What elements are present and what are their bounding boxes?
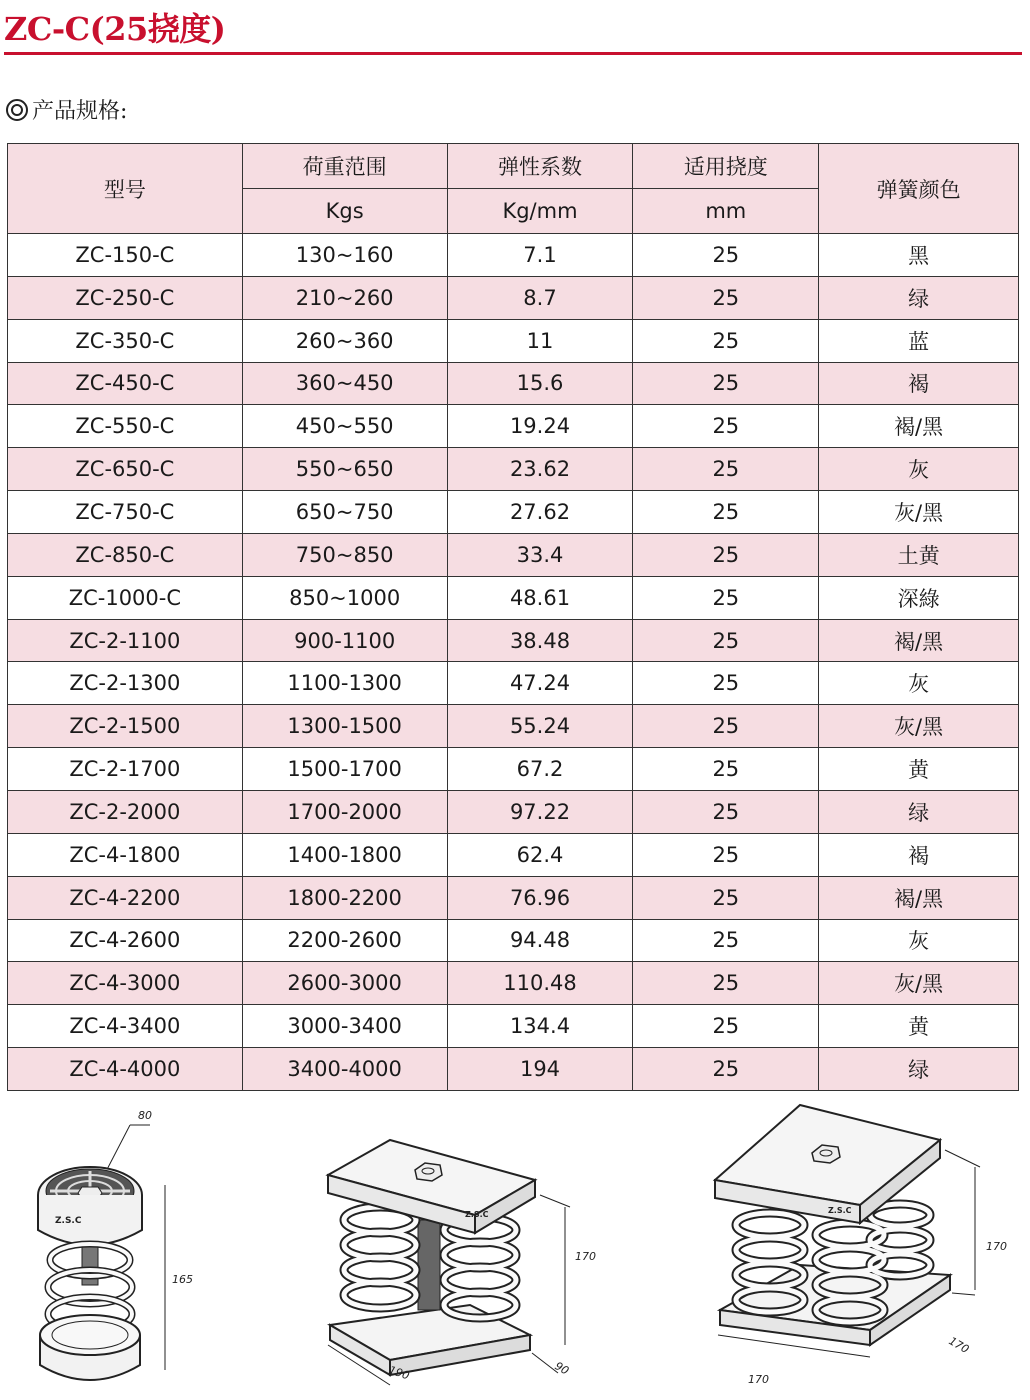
cell-deflection: 25 bbox=[633, 919, 819, 962]
cell-deflection: 25 bbox=[633, 833, 819, 876]
cell-deflection: 25 bbox=[633, 1005, 819, 1048]
header-load-range: 荷重范围 bbox=[242, 144, 447, 189]
cell-spring-color: 褐 bbox=[819, 362, 1019, 405]
cell-spring-color: 褐/黑 bbox=[819, 876, 1019, 919]
cell-spring-color: 灰/黑 bbox=[819, 491, 1019, 534]
cell-deflection: 25 bbox=[633, 748, 819, 791]
cell-load-range: 1400-1800 bbox=[242, 833, 447, 876]
table-row bbox=[8, 276, 1019, 319]
cell-spring-color: 灰 bbox=[819, 662, 1019, 705]
cell-deflection: 25 bbox=[633, 705, 819, 748]
cell-stiffness: 62.4 bbox=[447, 833, 633, 876]
cell-model: ZC-2-1500 bbox=[8, 705, 243, 748]
cell-deflection: 25 bbox=[633, 533, 819, 576]
cell-deflection: 25 bbox=[633, 448, 819, 491]
table-row bbox=[8, 491, 1019, 534]
cell-model: ZC-4-3400 bbox=[8, 1005, 243, 1048]
cell-stiffness: 134.4 bbox=[447, 1005, 633, 1048]
cell-stiffness: 76.96 bbox=[447, 876, 633, 919]
logo-text-double: Z.S.C bbox=[465, 1210, 489, 1219]
table-row bbox=[8, 619, 1019, 662]
cell-load-range: 550~650 bbox=[242, 448, 447, 491]
table-row bbox=[8, 705, 1019, 748]
product-figures bbox=[0, 1095, 1030, 1400]
cell-spring-color: 绿 bbox=[819, 1048, 1019, 1091]
cell-model: ZC-150-C bbox=[8, 234, 243, 277]
cell-model: ZC-2-1100 bbox=[8, 619, 243, 662]
cell-model: ZC-850-C bbox=[8, 533, 243, 576]
single-spring-mount-figure bbox=[0, 1095, 260, 1400]
dim-height-double: 170 bbox=[575, 1250, 596, 1263]
header-stiffness-unit: Kg/mm bbox=[447, 189, 633, 234]
cell-load-range: 260~360 bbox=[242, 319, 447, 362]
cell-stiffness: 7.1 bbox=[447, 234, 633, 277]
cell-deflection: 25 bbox=[633, 362, 819, 405]
cell-deflection: 25 bbox=[633, 234, 819, 277]
cell-deflection: 25 bbox=[633, 405, 819, 448]
cell-load-range: 850~1000 bbox=[242, 576, 447, 619]
cell-load-range: 750~850 bbox=[242, 533, 447, 576]
spec-table bbox=[7, 143, 1019, 1091]
dim-length-double: 190 bbox=[387, 1363, 412, 1383]
header-stiffness: 弹性系数 bbox=[447, 144, 633, 189]
cell-spring-color: 深綠 bbox=[819, 576, 1019, 619]
cell-model: ZC-4-1800 bbox=[8, 833, 243, 876]
cell-stiffness: 8.7 bbox=[447, 276, 633, 319]
cell-stiffness: 11 bbox=[447, 319, 633, 362]
table-row bbox=[8, 405, 1019, 448]
header-deflection: 适用挠度 bbox=[633, 144, 819, 189]
cell-model: ZC-750-C bbox=[8, 491, 243, 534]
cell-spring-color: 褐 bbox=[819, 833, 1019, 876]
cell-spring-color: 土黄 bbox=[819, 533, 1019, 576]
cell-spring-color: 灰 bbox=[819, 448, 1019, 491]
cell-spring-color: 褐/黑 bbox=[819, 619, 1019, 662]
dim-top: 80 bbox=[138, 1109, 152, 1122]
cell-spring-color: 灰 bbox=[819, 919, 1019, 962]
cell-load-range: 1800-2200 bbox=[242, 876, 447, 919]
cell-model: ZC-550-C bbox=[8, 405, 243, 448]
cell-stiffness: 110.48 bbox=[447, 962, 633, 1005]
table-row bbox=[8, 748, 1019, 791]
cell-model: ZC-2-2000 bbox=[8, 790, 243, 833]
header-model: 型号 bbox=[8, 144, 243, 234]
cell-load-range: 2600-3000 bbox=[242, 962, 447, 1005]
cell-stiffness: 33.4 bbox=[447, 533, 633, 576]
table-row bbox=[8, 919, 1019, 962]
header-load-unit: Kgs bbox=[242, 189, 447, 234]
table-row bbox=[8, 448, 1019, 491]
page-title: ZC-C(25挠度) bbox=[4, 10, 226, 48]
dim-width-quad: 170 bbox=[748, 1373, 769, 1386]
table-row bbox=[8, 234, 1019, 277]
cell-spring-color: 绿 bbox=[819, 790, 1019, 833]
table-row bbox=[8, 1048, 1019, 1091]
table-row bbox=[8, 833, 1019, 876]
cell-deflection: 25 bbox=[633, 619, 819, 662]
cell-deflection: 25 bbox=[633, 962, 819, 1005]
table-row bbox=[8, 576, 1019, 619]
cell-stiffness: 23.62 bbox=[447, 448, 633, 491]
header-spring-color: 弹簧颜色 bbox=[819, 144, 1019, 234]
cell-model: ZC-450-C bbox=[8, 362, 243, 405]
cell-load-range: 900-1100 bbox=[242, 619, 447, 662]
header-deflection-unit: mm bbox=[633, 189, 819, 234]
cell-load-range: 2200-2600 bbox=[242, 919, 447, 962]
cell-model: ZC-4-2200 bbox=[8, 876, 243, 919]
double-spring-mount-figure bbox=[300, 1095, 640, 1400]
cell-load-range: 450~550 bbox=[242, 405, 447, 448]
cell-deflection: 25 bbox=[633, 790, 819, 833]
cell-load-range: 1700-2000 bbox=[242, 790, 447, 833]
cell-stiffness: 48.61 bbox=[447, 576, 633, 619]
table-row bbox=[8, 662, 1019, 705]
quad-spring-mount-figure bbox=[690, 1095, 1020, 1400]
cell-deflection: 25 bbox=[633, 1048, 819, 1091]
cell-model: ZC-250-C bbox=[8, 276, 243, 319]
cell-deflection: 25 bbox=[633, 276, 819, 319]
cell-stiffness: 194 bbox=[447, 1048, 633, 1091]
logo-text-quad: Z.S.C bbox=[828, 1206, 852, 1215]
cell-model: ZC-4-4000 bbox=[8, 1048, 243, 1091]
cell-deflection: 25 bbox=[633, 662, 819, 705]
table-row bbox=[8, 790, 1019, 833]
cell-load-range: 3000-3400 bbox=[242, 1005, 447, 1048]
cell-model: ZC-4-3000 bbox=[8, 962, 243, 1005]
cell-stiffness: 19.24 bbox=[447, 405, 633, 448]
cell-stiffness: 47.24 bbox=[447, 662, 633, 705]
cell-load-range: 1500-1700 bbox=[242, 748, 447, 791]
cell-spring-color: 绿 bbox=[819, 276, 1019, 319]
cell-spring-color: 黑 bbox=[819, 234, 1019, 277]
cell-stiffness: 67.2 bbox=[447, 748, 633, 791]
section-heading bbox=[6, 94, 127, 125]
table-row bbox=[8, 962, 1019, 1005]
title-divider bbox=[4, 52, 1022, 55]
cell-load-range: 1300-1500 bbox=[242, 705, 447, 748]
cell-load-range: 1100-1300 bbox=[242, 662, 447, 705]
cell-model: ZC-2-1300 bbox=[8, 662, 243, 705]
cell-stiffness: 97.22 bbox=[447, 790, 633, 833]
cell-spring-color: 蓝 bbox=[819, 319, 1019, 362]
cell-deflection: 25 bbox=[633, 319, 819, 362]
logo-text-single: Z.S.C bbox=[55, 1216, 82, 1226]
cell-model: ZC-650-C bbox=[8, 448, 243, 491]
table-row bbox=[8, 362, 1019, 405]
cell-spring-color: 褐/黑 bbox=[819, 405, 1019, 448]
table-row bbox=[8, 1005, 1019, 1048]
cell-deflection: 25 bbox=[633, 576, 819, 619]
cell-load-range: 650~750 bbox=[242, 491, 447, 534]
double-circle-icon bbox=[6, 99, 28, 121]
cell-load-range: 210~260 bbox=[242, 276, 447, 319]
cell-spring-color: 黄 bbox=[819, 748, 1019, 791]
table-row bbox=[8, 876, 1019, 919]
cell-model: ZC-4-2600 bbox=[8, 919, 243, 962]
cell-spring-color: 灰/黑 bbox=[819, 962, 1019, 1005]
cell-load-range: 3400-4000 bbox=[242, 1048, 447, 1091]
cell-spring-color: 黄 bbox=[819, 1005, 1019, 1048]
table-row bbox=[8, 319, 1019, 362]
cell-load-range: 360~450 bbox=[242, 362, 447, 405]
cell-load-range: 130~160 bbox=[242, 234, 447, 277]
cell-model: ZC-2-1700 bbox=[8, 748, 243, 791]
dim-width-double: 90 bbox=[552, 1359, 572, 1378]
table-row bbox=[8, 533, 1019, 576]
cell-model: ZC-1000-C bbox=[8, 576, 243, 619]
cell-spring-color: 灰/黑 bbox=[819, 705, 1019, 748]
cell-stiffness: 55.24 bbox=[447, 705, 633, 748]
cell-deflection: 25 bbox=[633, 491, 819, 534]
section-label: 产品规格: bbox=[32, 99, 128, 124]
cell-stiffness: 15.6 bbox=[447, 362, 633, 405]
cell-stiffness: 94.48 bbox=[447, 919, 633, 962]
cell-model: ZC-350-C bbox=[8, 319, 243, 362]
dim-depth-quad: 170 bbox=[946, 1334, 972, 1357]
dim-height-single: 165 bbox=[172, 1273, 193, 1286]
cell-stiffness: 27.62 bbox=[447, 491, 633, 534]
cell-deflection: 25 bbox=[633, 876, 819, 919]
dim-height-quad: 170 bbox=[986, 1240, 1007, 1253]
cell-stiffness: 38.48 bbox=[447, 619, 633, 662]
